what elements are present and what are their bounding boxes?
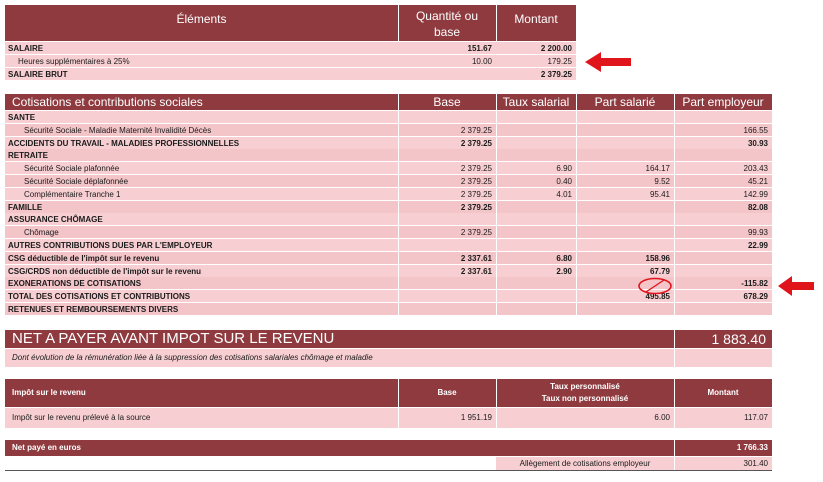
t1-cell-qty: 151.67 bbox=[467, 44, 492, 53]
t2-cell-base: 2 379.25 bbox=[460, 203, 492, 212]
t2-header-label: Cotisations et contributions sociales bbox=[12, 95, 203, 109]
t2-header-pe: Part employeur bbox=[682, 95, 764, 109]
t3-header-base: Base bbox=[437, 388, 457, 397]
t2-header-taux: Taux salarial bbox=[502, 95, 570, 109]
crossed-circle-icon bbox=[637, 277, 673, 295]
t2-cell-ps: 164.17 bbox=[645, 164, 670, 173]
t2-cell-ps: 95.41 bbox=[649, 190, 670, 199]
t2-cell-base: 2 379.25 bbox=[460, 190, 492, 199]
t2-cell-base: 2 379.25 bbox=[460, 139, 492, 148]
t2-cell-pe: 22.99 bbox=[747, 241, 768, 250]
net-label: NET A PAYER AVANT IMPOT SUR LE REVENU bbox=[12, 330, 335, 347]
t1-header-qty: Quantité ou base bbox=[415, 9, 479, 39]
t2-cell-taux: 0.40 bbox=[556, 177, 572, 186]
t3-header-montant: Montant bbox=[707, 388, 739, 397]
t3-row-label: Impôt sur le revenu prélevé à la source bbox=[12, 413, 151, 422]
t2-cell-taux: 4.01 bbox=[556, 190, 572, 199]
t2-cell-ps: 9.52 bbox=[654, 177, 670, 186]
t2-header-ps: Part salarié bbox=[594, 95, 656, 109]
t2-cell-base: 2 379.25 bbox=[460, 177, 492, 186]
t3-header-label: Impôt sur le revenu bbox=[12, 388, 86, 397]
t2-cell-taux: 6.90 bbox=[556, 164, 572, 173]
t2-cell-pe: 30.93 bbox=[747, 139, 768, 148]
t1-cell-qty: 10.00 bbox=[471, 57, 492, 66]
t2-cell-label: TOTAL DES COTISATIONS ET CONTRIBUTIONS bbox=[8, 292, 191, 301]
right-pointing-arrow-icon bbox=[778, 276, 814, 296]
t2-cell-label: CSG déductible de l'impôt sur le revenu bbox=[8, 254, 160, 263]
t4-allegement-amount: 301.40 bbox=[743, 459, 768, 468]
t2-cell-base: 2 337.61 bbox=[460, 254, 492, 263]
t3-header-taux: Taux personnalisé bbox=[550, 382, 620, 391]
t2-cell-base: 2 379.25 bbox=[460, 126, 492, 135]
t2-col-divider bbox=[398, 94, 399, 318]
t2-cell-base: 2 379.25 bbox=[460, 164, 492, 173]
t2-cell-base: 2 379.25 bbox=[460, 228, 492, 237]
t2-col-divider bbox=[496, 94, 497, 318]
t1-cell-label: SALAIRE bbox=[8, 44, 44, 53]
t2-cell-pe: -115.82 bbox=[741, 279, 768, 288]
t2-cell-ps: 158.96 bbox=[645, 254, 670, 263]
t2-cell-label: Sécurité Sociale plafonnée bbox=[24, 164, 120, 173]
t1-cell-amount: 179.25 bbox=[547, 57, 572, 66]
t2-col-divider bbox=[674, 94, 675, 318]
net-note: Dont évolution de la rémunération liée à la suppression des cotisations salariales chômage et maladie bbox=[12, 353, 373, 362]
t2-cell-label: Sécurité Sociale - Maladie Maternité Invalidité Décès bbox=[24, 126, 212, 135]
t2-cell-pe: 99.93 bbox=[747, 228, 768, 237]
t2-cell-pe: 45.21 bbox=[747, 177, 768, 186]
t1-cell-label: Heures supplémentaires à 25% bbox=[18, 57, 130, 66]
t4-amount: 1 766.33 bbox=[736, 443, 768, 452]
t1-cell-amount: 2 379.25 bbox=[540, 70, 572, 79]
t2-cell-label: RETRAITE bbox=[8, 151, 48, 160]
t2-cell-pe: 82.08 bbox=[747, 203, 768, 212]
t2-cell-taux: 2.90 bbox=[556, 267, 572, 276]
t2-col-divider bbox=[576, 94, 577, 318]
t3-row-base: 1 951.19 bbox=[460, 413, 492, 422]
t2-cell-pe: 142.99 bbox=[743, 190, 768, 199]
t3-row-taux: 6.00 bbox=[654, 413, 670, 422]
t2-cell-label: EXONERATIONS DE COTISATIONS bbox=[8, 279, 142, 288]
t2-cell-ps: 495.85 bbox=[645, 292, 670, 301]
right-pointing-arrow-icon bbox=[585, 52, 631, 72]
t1-header-elements: Éléments bbox=[176, 12, 227, 26]
t2-cell-pe: 678.29 bbox=[743, 292, 768, 301]
t1-header-amount: Montant bbox=[514, 12, 558, 26]
t2-cell-ps: 67.79 bbox=[649, 267, 670, 276]
t4-label: Net payé en euros bbox=[12, 443, 81, 452]
t2-cell-label: CSG/CRDS non déductible de l'impôt sur le revenu bbox=[8, 267, 202, 276]
t3-header-taux2: Taux non personnalisé bbox=[541, 394, 629, 403]
t1-cell-label: SALAIRE BRUT bbox=[8, 70, 68, 79]
t2-cell-pe: 203.43 bbox=[743, 164, 768, 173]
t2-cell-taux: 6.80 bbox=[556, 254, 572, 263]
t2-cell-label: Complémentaire Tranche 1 bbox=[24, 190, 121, 199]
t2-header-base: Base bbox=[433, 95, 461, 109]
t2-cell-base: 2 337.61 bbox=[460, 267, 492, 276]
t3-row-montant: 117.07 bbox=[744, 413, 768, 422]
t2-cell-label: ASSURANCE CHÔMAGE bbox=[8, 215, 103, 224]
t2-cell-label: ACCIDENTS DU TRAVAIL - MALADIES PROFESSIONNELLES bbox=[8, 139, 240, 148]
t1-cell-amount: 2 200.00 bbox=[540, 44, 572, 53]
t2-cell-label: RETENUES ET REMBOURSEMENTS DIVERS bbox=[8, 305, 179, 314]
t2-cell-label: Chômage bbox=[24, 228, 59, 237]
t4-bottom-line bbox=[5, 470, 772, 471]
t2-cell-pe: 166.55 bbox=[743, 126, 768, 135]
t2-cell-label: Sécurité Sociale déplafonnée bbox=[24, 177, 129, 186]
t2-cell-label: FAMILLE bbox=[8, 203, 43, 212]
t2-cell-label: AUTRES CONTRIBUTIONS DUES PAR L'EMPLOYEUR bbox=[8, 241, 213, 250]
net-amount: 1 883.40 bbox=[711, 331, 766, 347]
t2-cell-label: SANTE bbox=[8, 113, 36, 122]
t4-allegement-label: Allègement de cotisations employeur bbox=[519, 459, 651, 468]
